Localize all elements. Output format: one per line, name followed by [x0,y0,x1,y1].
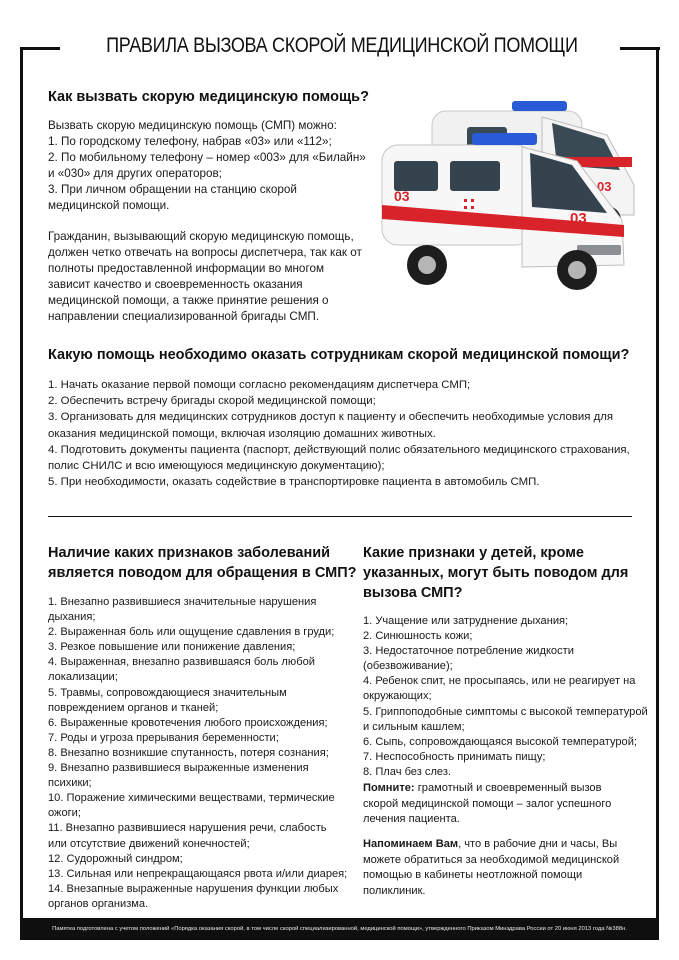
call-line: Вызвать скорую медицинскую помощь (СМП) можно: [48,119,337,132]
list-item: 1. Учащение или затруднение дыхания; [363,615,569,627]
title-rule-left [20,47,60,50]
list-item: 3. Недостаточное потребление жидкости (обезвоживание); [363,645,574,673]
vehicle-label-back: 03 [597,179,612,194]
list-item: 1. Внезапно развившиеся значительные нарушения дыхания; [48,596,317,624]
call-line: 1. По городскому телефону, набрав «03» или «112»; [48,135,332,148]
reminder-text: , что в рабочие дни и часы, Вы можете обратиться за необходимой медицинской помощью в кабинеты неотложной помощи поликлиник. [363,838,620,897]
call-heading: Как вызвать скорую медицинскую помощь? [48,89,369,105]
reminder-note [363,837,633,899]
list-item: 7. Неспособность принимать пищу; [363,750,546,763]
signs-list [48,595,348,912]
footer-note: Памятка подготовлена с учетом положений «Порядка оказания скорой, в том числе скорой специализированной, медицинской помощи», утвержденного Приказом Минздрава России от 20 июня 2013 года №388н. [20,918,659,940]
list-item: 6. Сыпь, сопровождающаяся высокой температурой; [363,735,638,748]
list-item: 4. Подготовить документы пациента (паспорт, действующий полис обязательного медицинского страхования, полис СНИЛС и всю имеющуюся медицинскую документацию); [48,443,630,473]
call-paragraph: Гражданин, вызывающий скорую медицинскую помощь, должен четко отвечать на вопросы диспетчера, так как от полноты предоставленной информации во многом зависит качество и своевременность оказания медицинской помощи, а также принятие решения о направлении специализированной бригады СМП. [48,230,362,323]
help-heading: Какую помощь необходимо оказать сотрудникам скорой медицинской помощи? [48,347,630,363]
list-item: 11. Внезапно развившиеся нарушения речи, слабость или отсутствие движений конечностей; [48,822,327,850]
signs-heading: Наличие каких признаков заболеваний является поводом для обращения в СМП? [48,545,357,581]
list-item: 10. Поражение химическими веществами, термические ожоги; [48,792,335,820]
list-item: 2. Обеспечить встречу бригады скорой медицинской помощи; [48,395,376,408]
list-item: 9. Внезапно развившиеся выраженные изменения психики; [48,762,309,790]
section-divider [48,516,632,517]
list-item: 2. Синюшность кожи; [363,630,473,643]
help-list [48,377,648,490]
call-line: 2. По мобильному телефону – номер «003» для «Билайн» и «030» для других операторов; [48,151,366,180]
vehicle-label-side: 03 [394,188,410,204]
list-item: 14. Внезапные выраженные нарушения функции любых органов организма. [48,882,339,910]
kids-heading: Какие признаки у детей, кроме указанных, могут быть поводом для вызова СМП? [363,545,629,601]
ambulance-illustration [372,95,640,293]
list-item: 3. Организовать для медицинских сотрудников доступ к пациенту и обеспечить необходимые условия для оказания медицинской помощи, включая изоляцию домашних животных. [48,411,614,440]
list-item: 13. Сильная или непрекращающаяся рвота и/или диарея; [48,867,348,880]
list-item: 1. Начать оказание первой помощи согласно рекомендациям диспетчера СМП; [48,379,471,391]
remember-note [363,781,623,828]
siren-lights-front [472,133,537,145]
kids-list [363,614,653,780]
right-border [656,50,659,930]
list-item: 5. Травмы, сопровождающиеся значительным повреждением органов и тканей; [48,686,287,714]
list-item: 5. Гриппоподобные симптомы с высокой температурой и сильным кашлем; [363,705,648,733]
list-item: 6. Выраженные кровотечения любого происхождения; [48,716,328,729]
left-border [20,50,23,930]
remember-text: грамотный и своевременный вызов скорой медицинской помощи – залог успешного лечения пациента. [363,782,612,826]
list-item: 3. Резкое повышение или понижение давления; [48,641,296,654]
remember-label: Помните: [363,782,415,794]
reminder-label: Напоминаем Вам [363,838,459,850]
siren-lights-back [512,101,567,111]
list-item: 2. Выраженная боль или ощущение сдавления в груди; [48,626,335,639]
list-item: 4. Выраженная, внезапно развившаяся боль любой локализации; [48,656,315,684]
list-item: 4. Ребенок спит, не просыпаясь, или не реагирует на окружающих; [363,675,636,703]
list-item: 12. Судорожный синдром; [48,852,183,865]
title-row [20,34,660,62]
title-rule-right [620,47,660,50]
call-instructions [48,118,368,214]
list-item: 8. Внезапно возникшие спутанность, потеря сознания; [48,746,329,759]
call-line: 3. При личном обращении на станцию скорой медицинской помощи. [48,183,297,212]
vehicle-label-front: 03 [570,210,587,227]
list-item: 7. Роды и угроза прерывания беременности; [48,731,279,744]
list-item: 8. Плач без слез. [363,765,452,778]
page-title: ПРАВИЛА ВЫЗОВА СКОРОЙ МЕДИЦИНСКОЙ ПОМОЩИ [106,34,578,57]
list-item: 5. При необходимости, оказать содействие в транспортировке пациента в автомобиль СМП. [48,476,540,489]
